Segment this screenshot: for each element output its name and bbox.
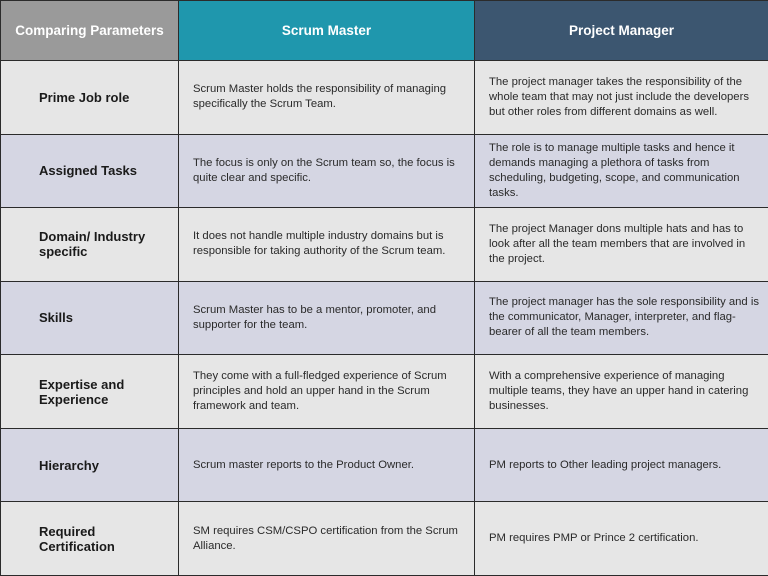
row-parameter: Expertise and Experience xyxy=(1,355,179,429)
header-project-manager: Project Manager xyxy=(475,1,768,61)
row-parameter: Required Certification xyxy=(1,502,179,576)
table-row xyxy=(1,428,768,502)
row-parameter: Prime Job role xyxy=(1,61,179,135)
table-header-row xyxy=(1,1,768,61)
table-row xyxy=(1,61,768,135)
row-project-manager-cell: PM reports to Other leading project managers. xyxy=(475,428,768,502)
row-scrum-master-cell: Scrum Master holds the responsibility of managing specifically the Scrum Team. xyxy=(179,61,475,135)
table-row xyxy=(1,502,768,576)
row-project-manager-cell: The role is to manage multiple tasks and hence it demands managing a plethora of tasks from scheduling, budgeting, scope, and communication tasks. xyxy=(475,134,768,208)
row-parameter: Domain/ Industry specific xyxy=(1,208,179,282)
row-scrum-master-cell: Scrum master reports to the Product Owner. xyxy=(179,428,475,502)
header-comparing-parameters: Comparing Parameters xyxy=(1,1,179,61)
table-row xyxy=(1,281,768,355)
row-scrum-master-cell: SM requires CSM/CSPO certification from the Scrum Alliance. xyxy=(179,502,475,576)
row-parameter: Hierarchy xyxy=(1,428,179,502)
row-project-manager-cell: With a comprehensive experience of managing multiple teams, they have an upper hand in catering businesses. xyxy=(475,355,768,429)
table-row xyxy=(1,208,768,282)
table-row xyxy=(1,355,768,429)
header-scrum-master: Scrum Master xyxy=(179,1,475,61)
row-scrum-master-cell: They come with a full-fledged experience of Scrum principles and hold an upper hand in the Scrum framework and team. xyxy=(179,355,475,429)
table-row xyxy=(1,134,768,208)
row-scrum-master-cell: It does not handle multiple industry domains but is responsible for taking authority of the Scrum team. xyxy=(179,208,475,282)
row-project-manager-cell: The project manager takes the responsibility of the whole team that may not just include the developers but other roles from different domains as well. xyxy=(475,61,768,135)
row-parameter: Assigned Tasks xyxy=(1,134,179,208)
row-project-manager-cell: The project manager has the sole responsibility and is the communicator, Manager, interpreter, and flag-bearer of all the team members. xyxy=(475,281,768,355)
row-project-manager-cell: PM requires PMP or Prince 2 certification. xyxy=(475,502,768,576)
row-project-manager-cell: The project Manager dons multiple hats and has to look after all the team members that are involved in the project. xyxy=(475,208,768,282)
row-scrum-master-cell: Scrum Master has to be a mentor, promoter, and supporter for the team. xyxy=(179,281,475,355)
row-parameter: Skills xyxy=(1,281,179,355)
row-scrum-master-cell: The focus is only on the Scrum team so, the focus is quite clear and specific. xyxy=(179,134,475,208)
